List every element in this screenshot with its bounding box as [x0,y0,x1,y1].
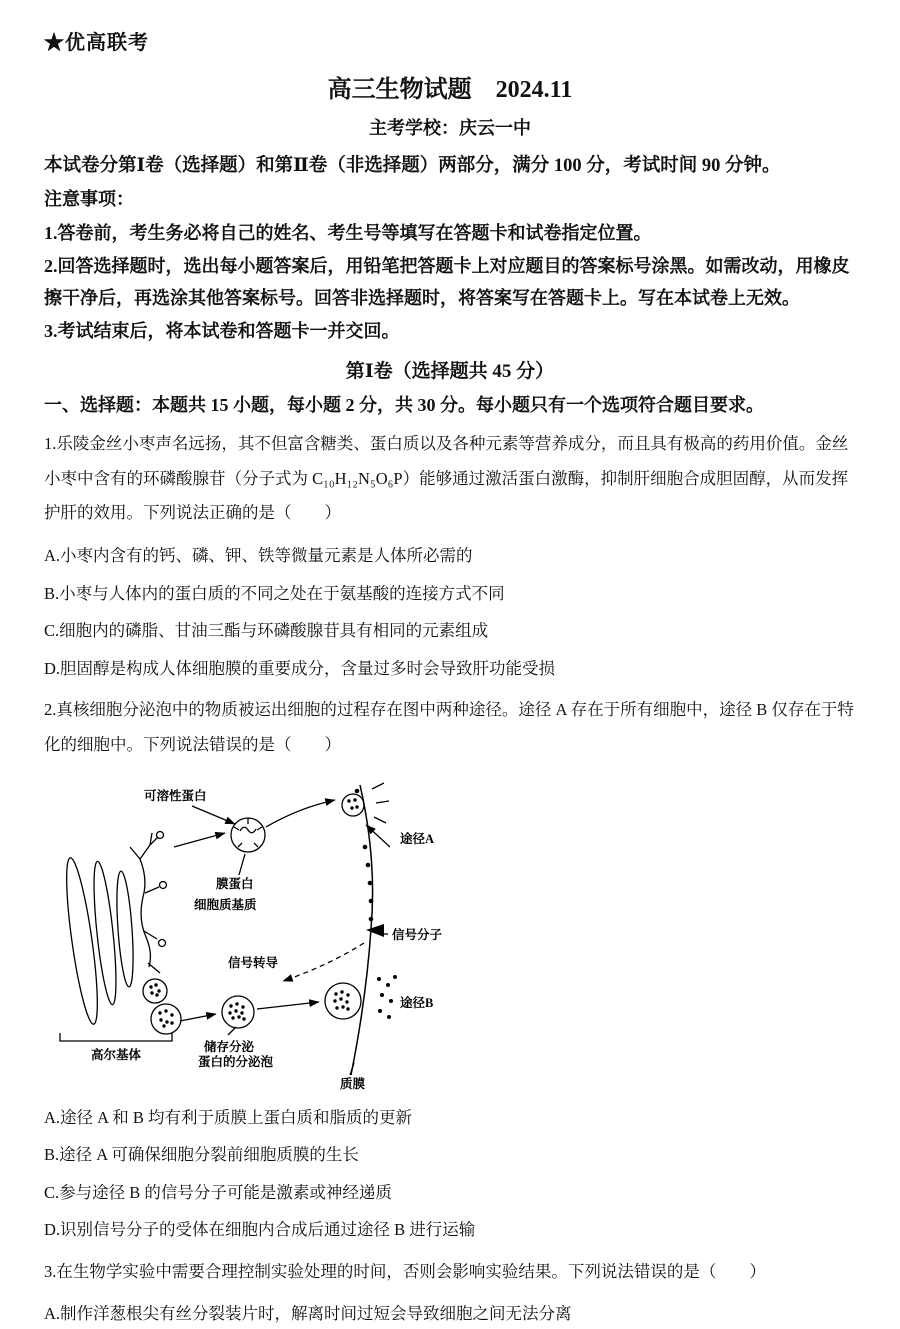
pathway-b-vesicle-shape [325,983,361,1019]
label-path-b: 途径B [400,995,434,1010]
label-storage-vesicle-2: 蛋白的分泌泡 [198,1054,274,1069]
section-instruction: 一、选择题：本题共 15 小题，每小题 2 分，共 30 分。每小题只有一个选项符合题目要求。 [44,394,764,415]
label-plasma-membrane: 质膜 [340,1076,366,1091]
label-path-a: 途径A [400,831,435,846]
label-cytosol: 细胞质基质 [194,897,257,912]
label-membrane-protein: 膜蛋白 [216,876,254,891]
paper-info: 本试卷分第Ⅰ卷（选择题）和第Ⅱ卷（非选择题）两部分，满分 100 分，考试时间 90 分钟。 [44,156,781,176]
signal-molecule-icon [366,924,384,937]
label-golgi: 高尔基体 [90,1047,142,1062]
vesicle-shape [143,979,167,1003]
notice-item: 3.考试结束后，将本试卷和答题卡一并交回。 [44,321,400,342]
label-storage-vesicle-1: 储存分泌 [204,1039,255,1054]
question-option: B.小枣与人体内的蛋白质的不同之处在于氨基酸的连接方式不同 [44,583,505,603]
storage-vesicle-shape [222,996,254,1028]
question-option: D.胆固醇是构成人体细胞膜的重要成分，含量过多时会导致肝功能受损 [44,658,556,678]
label-soluble-protein: 可溶性蛋白 [144,788,207,803]
diagram-dots [149,788,397,1027]
question-stem: 2.真核细胞分泌泡中的物质被运出细胞的过程存在图中两种途径。途径 A 存在于所有细胞中，途径 B 仅存在于特化的细胞中。下列说法错误的是（ ） [44,700,854,754]
paper-title: 高三生物试题 2024.11 [327,77,573,103]
secretion-pathways-figure [52,779,532,1093]
question-option: B.途径 A 可确保细胞分裂前细胞质膜的生长 [44,1145,359,1165]
notice-title: 注意事项： [44,189,134,210]
question-option: A.途径 A 和 B 均有利于质膜上蛋白质和脂质的更新 [44,1107,413,1127]
question-option: A.制作洋葱根尖有丝分裂装片时，解离时间过短会导致细胞之间无法分离 [44,1304,572,1324]
notice-item: 1.答卷前，考生务必将自己的姓名、考生号等填写在答题卡和试卷指定位置。 [44,222,652,243]
tubular-network-shape [130,831,167,973]
question-stem: 1.乐陵金丝小枣声名远扬，其不但富含糖类、蛋白质以及各种元素等营养成分，而且具有极高的药用价值。金丝小枣中含有的环磷酸腺苷（分子式为 C₁₀H₁₂N₅O₆P）能够通过激活蛋白激酶，抑制肝细胞合成胆固醇，从而发挥护肝的效用。下列说法正确的是（ ） [44,434,849,523]
label-signal-transduction: 信号转导 [228,955,279,970]
question-stem: 3.在生物学实验中需要合理控制实验处理的时间，否则会影响实验结果。下列说法错误的是（ ） [44,1261,766,1281]
question2-diagram [52,779,856,1093]
transport-vesicle-shape [231,818,265,852]
label-signal-molecule: 信号分子 [392,927,443,942]
question-option: D.识别信号分子的受体在细胞内合成后通过途径 B 进行运输 [44,1220,476,1240]
golgi-apparatus-shape [60,856,136,1025]
diagram-labels [91,788,443,1091]
golgi-bracket [60,1033,172,1041]
section-title: 第Ⅰ卷（选择题共 45 分） [345,360,555,382]
host-school: 主考学校：庆云一中 [369,118,531,138]
question-option: C.细胞内的磷脂、甘油三酯与环磷酸腺苷具有相同的元素组成 [44,621,489,641]
question-option: C.参与途径 B 的信号分子可能是激素或神经递质 [44,1182,392,1202]
vesicle-shape [151,1004,181,1034]
diagram-shapes [60,783,390,1075]
league-tag: ★优高联考 [44,32,149,54]
fusing-vesicle-shape [342,783,389,823]
question-option: A.小枣内含有的钙、磷、钾、铁等微量元素是人体所必需的 [44,546,473,565]
notice-item: 2.回答选择题时，选出每小题答案后，用铅笔把答题卡上对应题目的答案标号涂黑。如需改动，用橡皮擦干净后，再选涂其他答案标号。回答非选择题时，将答案写在答题卡上。写在本试卷上无效。 [44,256,850,308]
